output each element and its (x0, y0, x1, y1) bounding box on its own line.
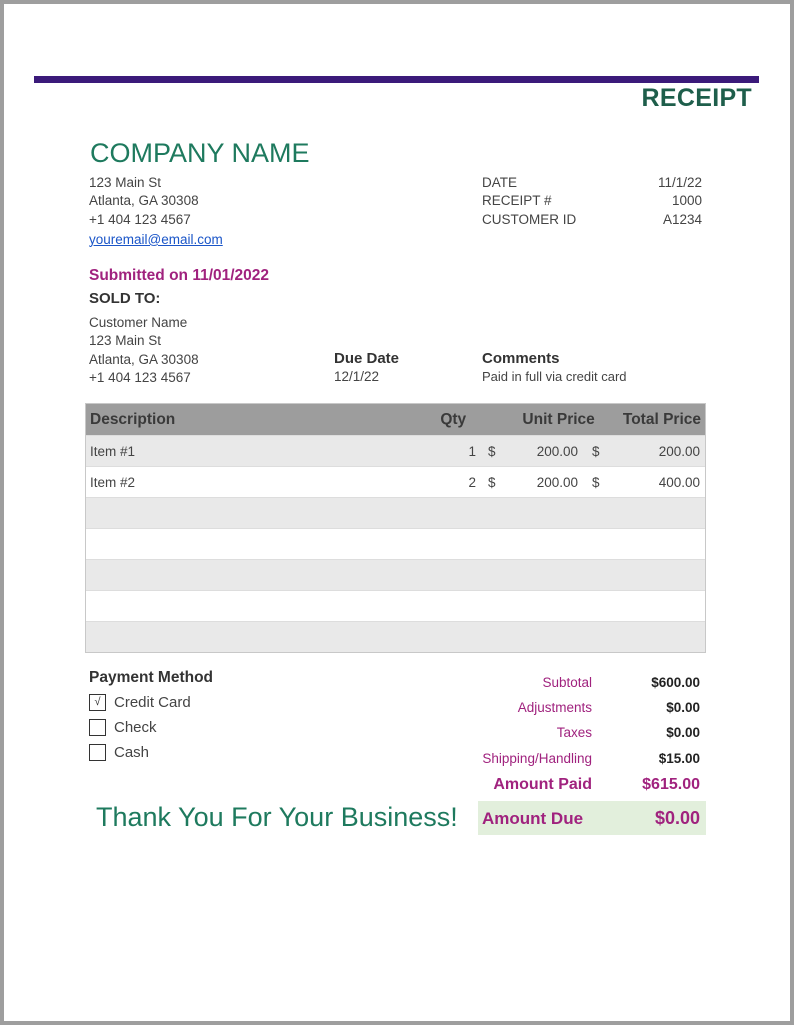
amount-paid-label: Amount Paid (493, 776, 592, 793)
thank-you-message: Thank You For Your Business! (96, 802, 458, 832)
row-currency: $ (488, 474, 496, 490)
customer-street: 123 Main St (89, 333, 162, 349)
row-unit-price: 200.00 (536, 474, 578, 490)
shipping-label: Shipping/Handling (482, 751, 592, 766)
comments-label: Comments (482, 350, 560, 367)
table-row-empty (86, 528, 705, 559)
sold-to-label: SOLD TO: (89, 290, 161, 307)
company-email-link[interactable]: youremail@email.com (89, 231, 223, 247)
shipping-value: $15.00 (658, 751, 700, 766)
row-total-price: 200.00 (658, 443, 700, 459)
amount-paid-value: $615.00 (642, 776, 700, 793)
checkbox-checked-icon[interactable]: √ (89, 694, 106, 711)
payment-option-check[interactable] (89, 719, 157, 736)
sold-to-address (89, 314, 199, 387)
payment-option-label: Check (114, 719, 157, 736)
header-total-price: Total Price (622, 410, 701, 428)
company-phone: +1 404 123 4567 (89, 211, 191, 227)
payment-option-label: Credit Card (114, 694, 191, 711)
payment-option-credit-card[interactable] (89, 694, 191, 711)
customer-city: Atlanta, GA 30308 (89, 351, 199, 367)
receipt-page (4, 4, 790, 1021)
amount-due-value: $0.00 (654, 808, 700, 828)
receipt-meta (482, 174, 702, 229)
row-description: Item #1 (90, 443, 136, 459)
row-unit-price: 200.00 (536, 443, 578, 459)
company-city: Atlanta, GA 30308 (89, 193, 199, 209)
row-currency-total: $ (592, 474, 600, 490)
table-row-empty (86, 497, 705, 528)
header-description: Description (90, 410, 176, 428)
customer-id-label: CUSTOMER ID (482, 211, 577, 227)
table-row-empty (86, 559, 705, 590)
row-currency-total: $ (592, 443, 600, 459)
amount-due-label: Amount Due (482, 809, 584, 828)
company-name: COMPANY NAME (90, 138, 310, 168)
company-street: 123 Main St (89, 175, 162, 190)
table-row-empty (86, 621, 705, 652)
checkbox-icon[interactable] (89, 719, 106, 736)
line-items-table (85, 403, 706, 653)
taxes-value: $0.00 (666, 725, 700, 740)
receipt-number-value: 1000 (671, 193, 702, 209)
header-qty: Qty (440, 410, 467, 428)
receipt-title: RECEIPT (641, 84, 752, 112)
row-description: Item #2 (90, 474, 136, 490)
payment-option-cash[interactable] (89, 744, 149, 761)
row-qty: 1 (468, 443, 476, 459)
header-accent-bar (34, 76, 759, 83)
table-row (86, 435, 705, 466)
due-date-label: Due Date (334, 350, 400, 367)
receipt-number-label: RECEIPT # (482, 193, 552, 209)
submitted-date: Submitted on 11/01/2022 (89, 267, 270, 284)
customer-id-value: A1234 (662, 211, 702, 227)
date-label: DATE (482, 175, 518, 190)
row-total-price: 400.00 (658, 474, 700, 490)
table-header (86, 404, 705, 435)
row-currency: $ (488, 443, 496, 459)
comments-value: Paid in full via credit card (482, 369, 627, 384)
date-value: 11/1/22 (657, 175, 702, 190)
taxes-label: Taxes (556, 725, 592, 740)
payment-option-label: Cash (114, 744, 150, 761)
checkbox-icon[interactable] (89, 744, 106, 761)
row-qty: 2 (468, 474, 476, 490)
header-unit-price: Unit Price (522, 410, 595, 428)
customer-phone: +1 404 123 4567 (89, 369, 191, 385)
subtotal-label: Subtotal (542, 675, 592, 690)
company-address (89, 174, 223, 249)
due-date-value: 12/1/22 (334, 369, 380, 384)
table-row (86, 466, 705, 497)
subtotal-value: $600.00 (651, 675, 700, 690)
customer-name: Customer Name (89, 315, 188, 330)
adjustments-value: $0.00 (666, 700, 700, 715)
adjustments-label: Adjustments (517, 700, 592, 715)
payment-method-label: Payment Method (89, 669, 214, 686)
table-row-empty (86, 590, 705, 621)
